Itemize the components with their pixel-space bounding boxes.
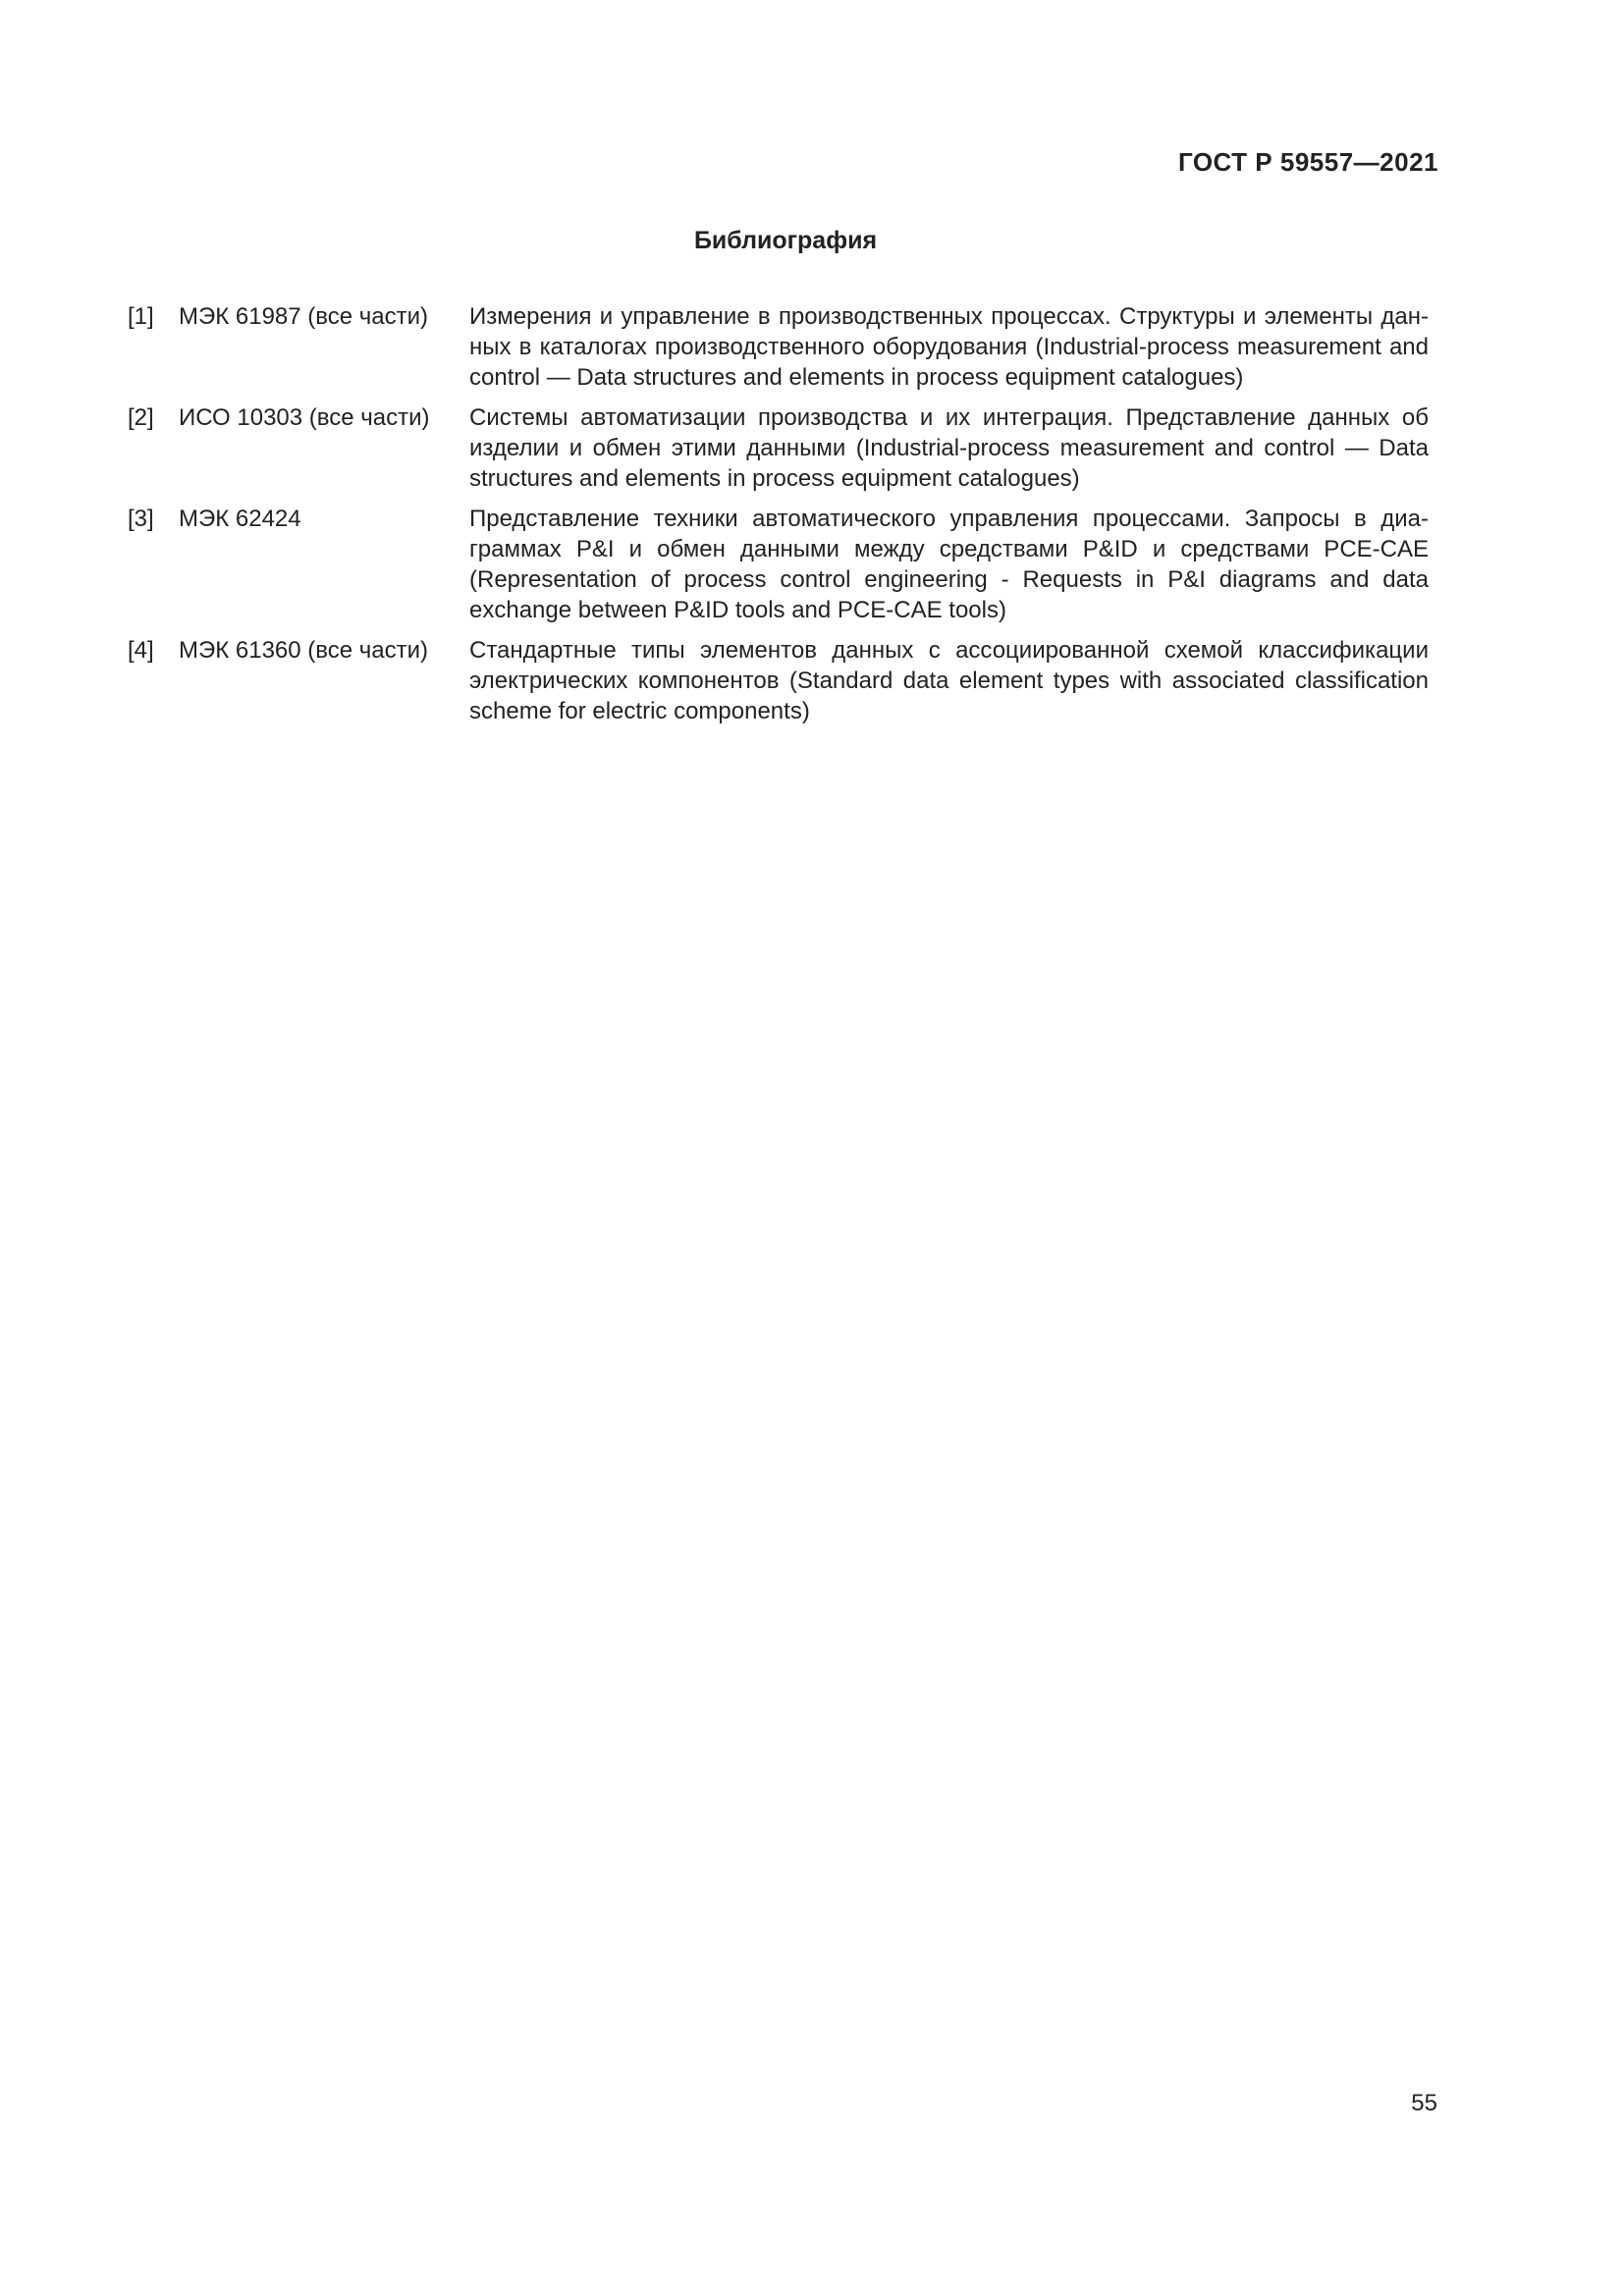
entry-description: Стандартные типы элементов данных с ассоциированной схемой классификации электрических компонентов (Standard data element types with associated classification scheme for electric components) [469, 637, 1429, 724]
bibliography-entry [128, 402, 1429, 494]
entry-description: Представление техники автоматического управления процессами. Запросы в диаграммах P&I и обмен данными между средствами P&ID и средствами PCE-CAE (Representation of process control engineering - Requests in P&I diagrams and data exchange between P&ID tools and PCE-CAE tools) [469, 506, 1429, 623]
bibliography-entry [128, 635, 1429, 726]
entry-standard-code: МЭК 62424 [179, 506, 301, 532]
entry-description: Системы автоматизации производства и их интеграция. Представление данных об изделии и обмен этими данными (Industrial-process measurement and control — Data structures and elements in process equipment catalogues) [469, 404, 1429, 492]
document-standard-number: ГОСТ Р 59557—2021 [1177, 147, 1438, 177]
entry-standard-code: ИСО 10303 (все части) [179, 404, 430, 431]
entry-standard-code: МЭК 61360 (все части) [179, 637, 429, 664]
bibliography-list [128, 301, 1429, 736]
entry-number: [2] [128, 404, 154, 431]
bibliography-entry [128, 504, 1429, 625]
entry-number: [3] [128, 506, 154, 532]
bibliography-entry [128, 301, 1429, 393]
entry-standard-code: МЭК 61987 (все части) [179, 303, 429, 330]
bibliography-title: Библиография [693, 227, 878, 254]
entry-description: Измерения и управление в производственных процессах. Структуры и элементы данных в каталогах производственного оборудования (Industrial-process measurement and control — Data structures and elements in process equipment catalogues) [469, 303, 1429, 391]
entry-number: [4] [128, 637, 154, 664]
page-number: 55 [1411, 2090, 1437, 2116]
entry-number: [1] [128, 303, 154, 330]
